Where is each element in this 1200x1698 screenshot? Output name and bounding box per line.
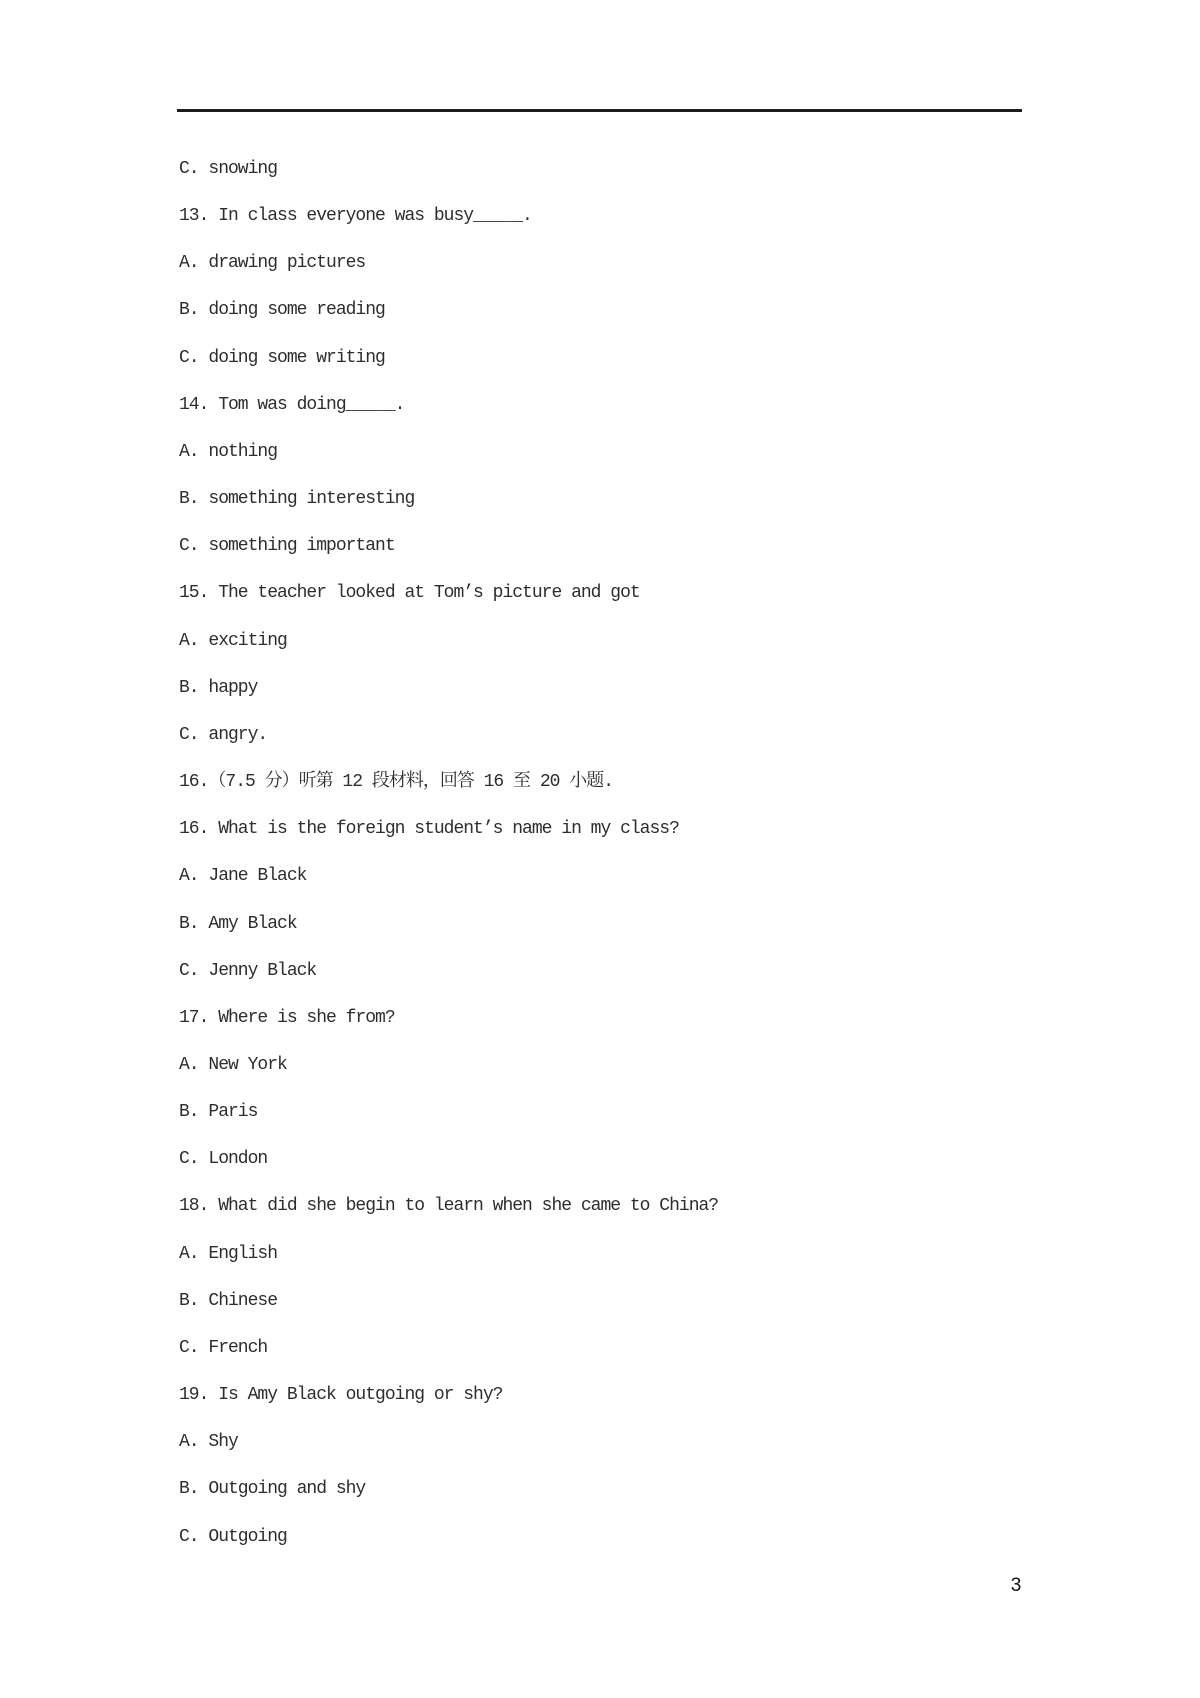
text-line: C. snowing	[179, 159, 278, 179]
text-line: A. drawing pictures	[179, 253, 366, 274]
page-number: 3	[1010, 1575, 1022, 1596]
text-line: B. something interesting	[179, 489, 415, 510]
text-line: A. Jane Black	[179, 866, 307, 887]
text-line: B. happy	[179, 677, 258, 698]
text-line: 13. In class everyone was busy_____.	[179, 206, 532, 227]
text-line: A. English	[179, 1243, 278, 1264]
text-line: C. angry.	[179, 724, 268, 745]
text-line: 16.（7.5 分）听第 12 段材料，回答 16 至 20 小题.	[179, 772, 614, 793]
text-line: C. French	[179, 1337, 268, 1358]
text-line: B. Outgoing and shy	[179, 1479, 366, 1500]
text-line: 18. What did she begin to learn when she came to China?	[179, 1196, 719, 1217]
text-line: B. Paris	[179, 1102, 258, 1123]
text-line: B. doing some reading	[179, 300, 385, 321]
text-line: C. London	[179, 1149, 268, 1170]
text-line: B. Chinese	[179, 1290, 278, 1311]
text-line: 14. Tom was doing_____.	[179, 394, 405, 415]
header-divider	[177, 109, 1022, 112]
text-line: 19. Is Amy Black outgoing or shy?	[179, 1385, 503, 1406]
text-line: 15. The teacher looked at Tom’s picture and got	[179, 583, 640, 604]
text-line: C. Jenny Black	[179, 960, 317, 981]
text-line: C. doing some writing	[179, 347, 385, 368]
text-line: 16. What is the foreign student’s name in my class?	[179, 819, 679, 840]
text-line: A. exciting	[179, 630, 287, 651]
text-line: A. Shy	[179, 1432, 238, 1453]
text-line: 17. Where is she from?	[179, 1007, 395, 1028]
text-line: C. something important	[179, 536, 395, 557]
document-body	[179, 146, 1079, 1561]
text-line: A. nothing	[179, 441, 278, 462]
text-line: C. Outgoing	[179, 1526, 287, 1547]
text-line: B. Amy Black	[179, 913, 297, 934]
text-line: A. New York	[179, 1054, 287, 1075]
